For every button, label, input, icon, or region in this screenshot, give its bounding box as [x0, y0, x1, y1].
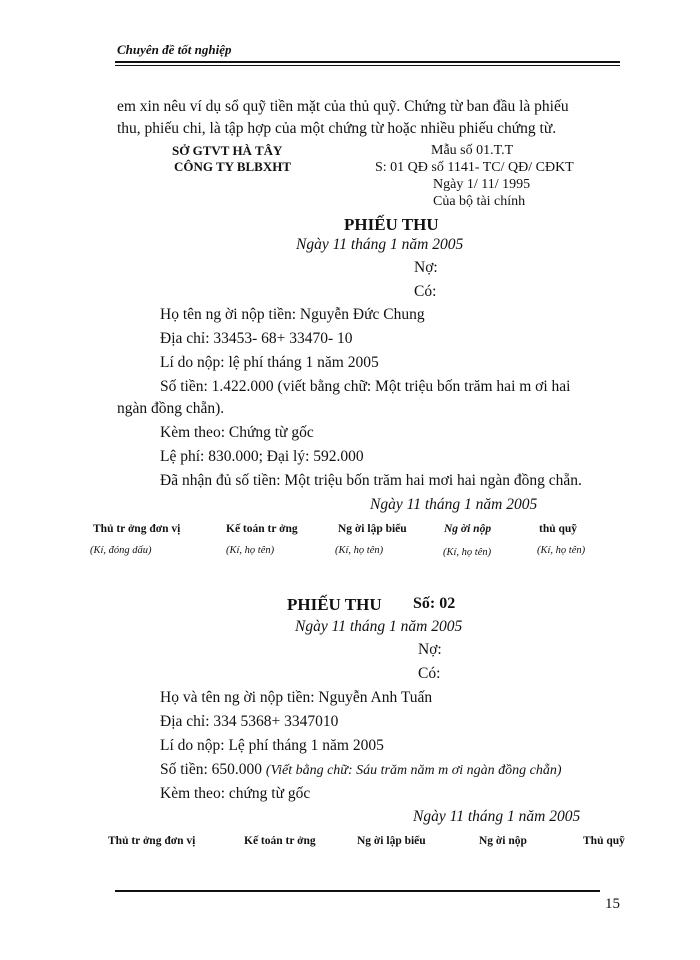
receipt-1-sig-preparer: Ng ời lập biểu	[338, 523, 407, 535]
receipt-2-sig-payer: Ng ời nộp	[479, 835, 527, 847]
receipt-2-payer: Họ và tên ng ời nộp tiền: Nguyễn Anh Tuấn	[160, 689, 433, 706]
form-decision-date: Ngày 1/ 11/ 1995	[433, 177, 531, 192]
receipt-2-amount-value: Số tiền: 650.000	[160, 761, 266, 778]
org-department: SỞ GTVT HÀ TÂY	[172, 143, 283, 158]
form-code: Mẫu số 01.T.T	[431, 143, 514, 158]
receipt-2-number: Số: 02	[413, 595, 456, 612]
org-company: CÔNG TY BLBXHT	[174, 159, 292, 174]
receipt-2-debit: Nợ:	[418, 641, 442, 658]
intro-line-2: thu, phiếu chi, là tập hợp của một chứng từ hoặc nhiều phiếu chứng từ.	[117, 120, 557, 137]
receipt-2-address: Địa chỉ: 334 5368+ 3347010	[160, 713, 339, 730]
receipt-1-sig-note-preparer: (Kí, họ tên)	[335, 545, 384, 556]
receipt-1-sig-note-unit: (Kí, đóng dấu)	[90, 545, 152, 556]
receipt-2-credit: Có:	[418, 665, 441, 682]
receipt-1-sign-date: Ngày 11 tháng 1 năm 2005	[370, 496, 538, 513]
form-issuer: Của bộ tài chính	[433, 194, 526, 209]
receipt-2-amount-words: (Viết bằng chữ: Sáu trăm năm m ơi ngàn đồng chẵn)	[265, 763, 562, 778]
footer-rule	[115, 890, 600, 892]
receipt-2-sig-preparer: Ng ời lập biểu	[357, 835, 426, 847]
receipt-2-sign-date: Ngày 11 tháng 1 năm 2005	[413, 808, 581, 825]
receipt-1-amount-cont: ngàn đồng chẵn).	[117, 400, 225, 417]
receipt-2-reason: Lí do nộp: Lệ phí tháng 1 năm 2005	[160, 737, 384, 754]
page-number: 15	[605, 896, 620, 912]
receipt-2-title: PHIẾU THU	[287, 595, 382, 614]
receipt-1-attached: Kèm theo: Chứng từ gốc	[160, 424, 314, 441]
receipt-1-debit: Nợ:	[414, 259, 438, 276]
receipt-1-amount: Số tiền: 1.422.000 (viết bằng chữ: Một triệu bốn trăm hai m ơi hai	[160, 378, 571, 395]
receipt-2-sig-head-unit: Thủ tr ởng đơn vị	[108, 835, 196, 847]
receipt-1-sig-note-cashier: (Kí, họ tên)	[537, 545, 586, 556]
receipt-2-attached: Kèm theo: chứng từ gốc	[160, 785, 311, 802]
receipt-2-sig-chief-accountant: Kế toán tr ởng	[244, 835, 316, 847]
receipt-1-title: PHIẾU THU	[344, 215, 439, 234]
receipt-1-date: Ngày 11 tháng 1 năm 2005	[296, 236, 464, 253]
receipt-1-sig-payer: Ng ời nộp	[444, 523, 492, 535]
receipt-1-fees: Lệ phí: 830.000; Đại lý: 592.000	[160, 448, 364, 465]
document-header-title: Chuyên đề tốt nghiệp	[117, 42, 232, 57]
receipt-2-sig-cashier: Thủ quỹ	[583, 835, 625, 847]
receipt-1-credit: Có:	[414, 283, 437, 300]
receipt-1-sig-note-chief: (Kí, họ tên)	[226, 545, 275, 556]
receipt-1-address: Địa chỉ: 33453- 68+ 33470- 10	[160, 330, 353, 347]
receipt-2-amount	[160, 761, 562, 779]
receipt-1-sig-head-unit: Thủ tr ởng đơn vị	[93, 523, 181, 535]
receipt-1-payer: Họ tên ng ời nộp tiền: Nguyễn Đức Chung	[160, 306, 425, 323]
receipt-2-date: Ngày 11 tháng 1 năm 2005	[295, 618, 463, 635]
receipt-1-sig-chief-accountant: Kế toán tr ởng	[226, 523, 298, 535]
intro-line-1: em xin nêu ví dụ sổ quỹ tiền mặt của thủ quỹ. Chứng từ ban đầu là phiếu	[117, 98, 569, 115]
header-rule-thick	[115, 61, 620, 63]
receipt-1-sig-note-payer: (Kí, họ tên)	[443, 547, 492, 558]
header-rule-thin	[115, 65, 620, 66]
receipt-1-sig-cashier: thủ quỹ	[539, 523, 578, 535]
form-decision: S: 01 QĐ số 1141- TC/ QĐ/ CĐKT	[375, 160, 574, 175]
receipt-1-reason: Lí do nộp: lệ phí tháng 1 năm 2005	[160, 354, 379, 371]
receipt-1-received: Đã nhận đủ số tiền: Một triệu bốn trăm hai mơi hai ngàn đồng chẵn.	[160, 472, 582, 489]
